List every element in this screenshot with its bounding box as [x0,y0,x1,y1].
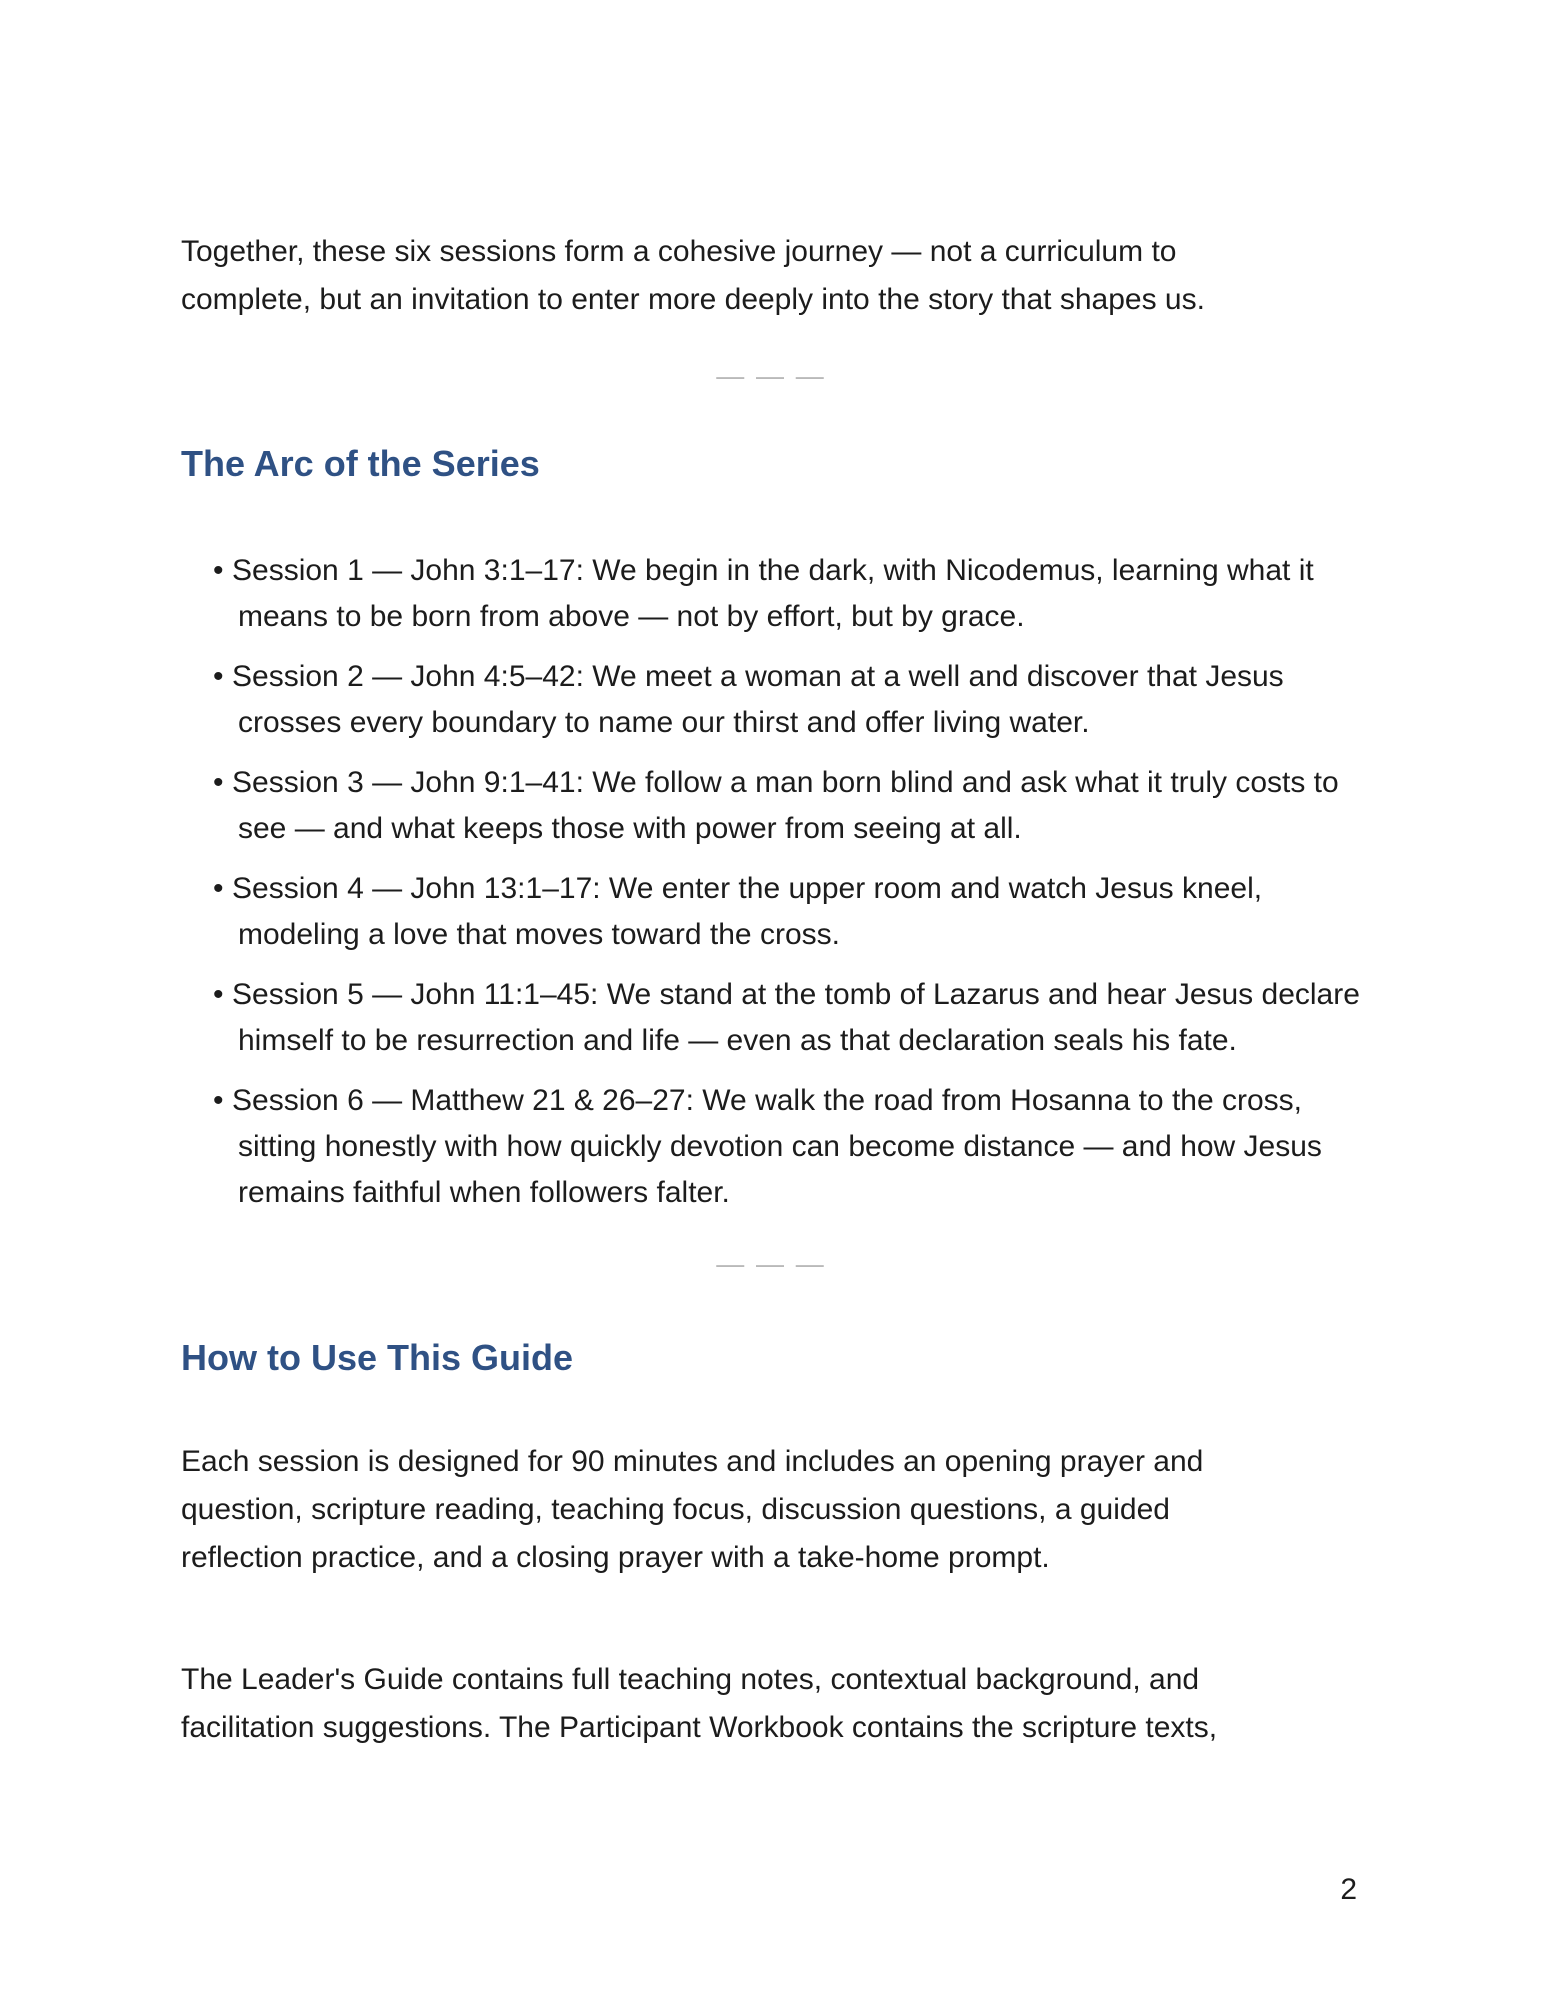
bullet-icon: • [213,554,224,587]
bullet-icon: • [213,978,224,1011]
bullet-icon: • [213,660,224,693]
section-divider: — — — [716,360,826,391]
session-item [214,654,1361,746]
intro-paragraph: Together, these six sessions form a cohesive journey — not a curriculum to complete, but an invitation to enter more deeply into the story that shapes us. [181,235,1205,316]
page-number: 2 [1340,1873,1357,1906]
session-item [214,1078,1361,1216]
session-text: Session 1 — John 3:1–17: We begin in the dark, with Nicodemus, learning what it means to be born from above — not by effort, but by grace. [232,554,1314,633]
section-divider: — — — [716,1248,826,1279]
session-text: Session 5 — John 11:1–45: We stand at the tomb of Lazarus and hear Jesus declare himself to be resurrection and life — even as that declaration seals his fate. [232,978,1360,1057]
session-text: Session 4 — John 13:1–17: We enter the upper room and watch Jesus kneel, modeling a love that moves toward the cross. [232,872,1263,951]
session-item [214,972,1361,1064]
session-text: Session 2 — John 4:5–42: We meet a woman at a well and discover that Jesus crosses every boundary to name our thirst and offer living water. [232,660,1284,739]
bullet-icon: • [213,1084,224,1117]
session-list [181,548,1361,1216]
session-text: Session 6 — Matthew 21 & 26–27: We walk the road from Hosanna to the cross, sitting honestly with how quickly devotion can become distance — and how Jesus remains faithful when followers falter. [232,1084,1322,1209]
session-text: Session 3 — John 9:1–41: We follow a man born blind and ask what it truly costs to see — and what keeps those with power from seeing at all. [232,766,1339,845]
guide-section-heading: How to Use This Guide [181,1337,574,1378]
guide-paragraph: The Leader's Guide contains full teaching notes, contextual background, and facilitation suggestions. The Participant Workbook contains the scripture texts, [181,1663,1218,1744]
bullet-icon: • [213,872,224,905]
arc-section-heading: The Arc of the Series [181,443,540,484]
bullet-icon: • [213,766,224,799]
guide-paragraph: Each session is designed for 90 minutes and includes an opening prayer and question, scripture reading, teaching focus, discussion questions, a guided reflection practice, and a closing prayer with a take-home prompt. [181,1445,1204,1574]
session-item [214,760,1361,852]
document-page [181,228,1361,1752]
session-item [214,866,1361,958]
session-item [214,548,1361,640]
